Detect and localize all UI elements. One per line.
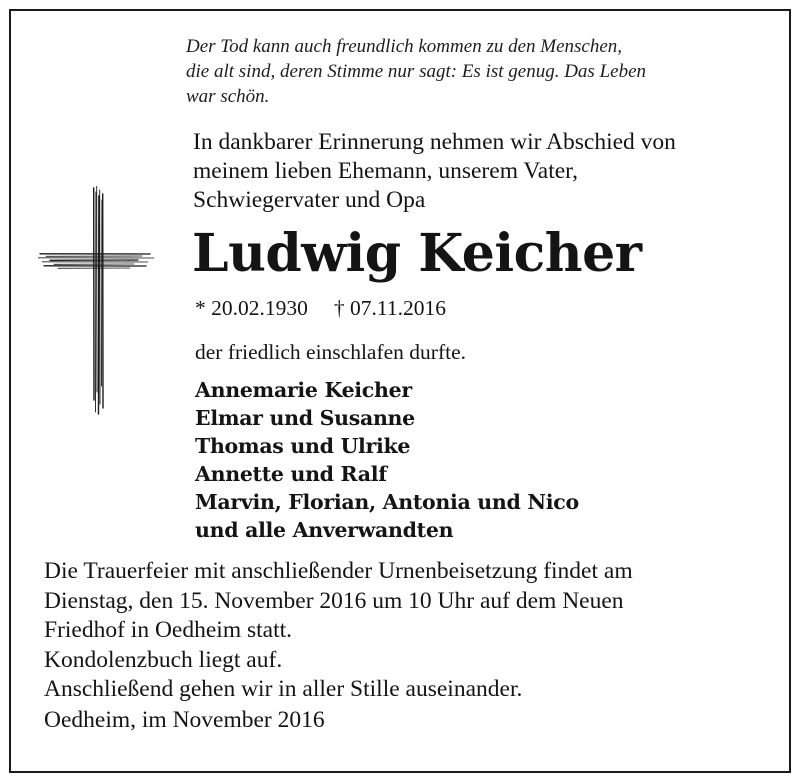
intro-line: In dankbarer Erinnerung nehmen wir Abschied von [193,129,676,155]
mourner-item: Annette und Ralf [195,462,387,486]
service-line: Anschließend gehen wir in aller Stille auseinander. [44,676,523,702]
intro-line: Schwiegervater und Opa [193,187,426,213]
mourner-item: Elmar und Susanne [195,406,415,430]
service-line: Friedhof in Oedheim statt. [44,617,293,643]
mourner-item: Annemarie Keicher [195,378,412,402]
birth-date: * 20.02.1930 [195,296,308,320]
intro-text [193,128,773,215]
peaceful-line: der friedlich einschlafen durfte. [195,340,467,364]
service-info [44,557,784,705]
quote-line: Der Tod kann auch freundlich kommen zu den Menschen, [186,36,623,57]
death-date: † 07.11.2016 [333,296,446,320]
service-line: Kondolenzbuch liegt auf. [44,646,283,673]
mourner-item: Thomas und Ulrike [195,434,411,458]
quote-line: die alt sind, deren Stimme nur sagt: Es ist genug. Das Leben [186,61,647,82]
deceased-name: Ludwig Keicher [192,223,642,284]
place-date: Oedheim, im November 2016 [44,707,325,733]
intro-line: meinem lieben Ehemann, unserem Vater, [193,158,578,184]
mourner-item: Marvin, Florian, Antonia und Nico [195,490,579,514]
mourners-list [195,376,579,544]
service-line: Dienstag, den 15. November 2016 um 10 Uhr auf dem Neuen [44,587,624,614]
service-line: Die Trauerfeier mit anschließender Urnenbeisetzung findet am [44,558,633,584]
life-dates [195,294,446,322]
cross-icon [38,186,156,416]
quote-line: war schön. [186,86,270,107]
mourner-item: und alle Anverwandten [195,518,454,542]
quote-block [186,34,766,109]
